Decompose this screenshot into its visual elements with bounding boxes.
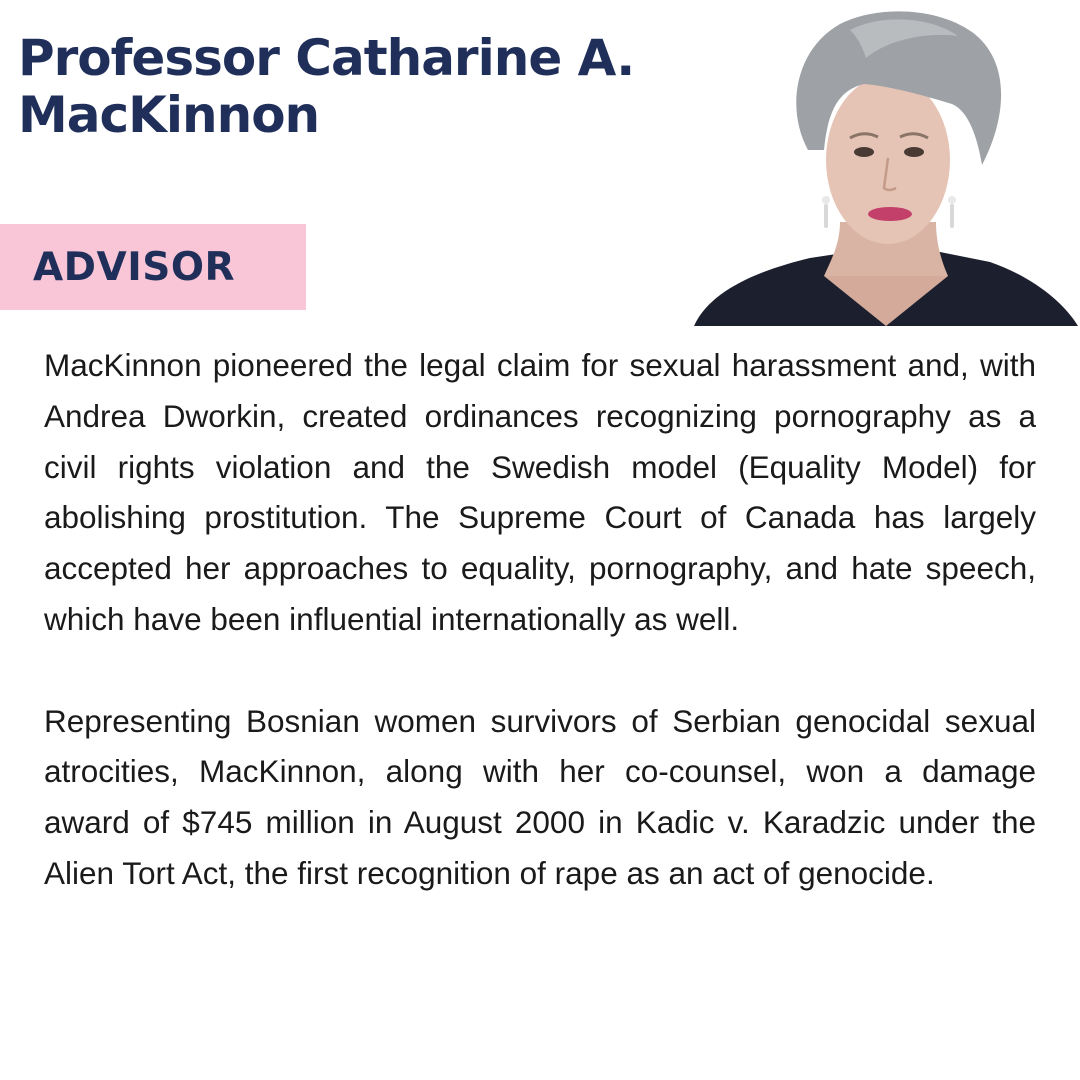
bio-paragraph-2: Representing Bosnian women survivors of Serbian genocidal sexual atrocities, MacKinnon, along with her co-counsel, won a damage award of $745 million in August 2000 in Kadic v. Karadzic under the Alien Tort Act, the first recognition of rape as an act of genocide. — [44, 702, 1036, 891]
role-badge — [0, 224, 306, 310]
bio-paragraph-1: MacKinnon pioneered the legal claim for sexual harassment and, with Andrea Dworkin, created ordinances recognizing pornography as a civil rights violation and the Swedish model (Equality Model) for abolishing prostitution. The Supreme Court of Canada has largely accepted her approaches to equality, pornography, and hate speech, which have been influential internationally as well. — [44, 347, 1036, 637]
advisor-name: Professor Catharine A. MacKinnon — [18, 29, 635, 144]
bio-section — [44, 340, 1036, 899]
role-label: ADVISOR — [33, 245, 236, 290]
portrait-photo — [690, 0, 1080, 326]
